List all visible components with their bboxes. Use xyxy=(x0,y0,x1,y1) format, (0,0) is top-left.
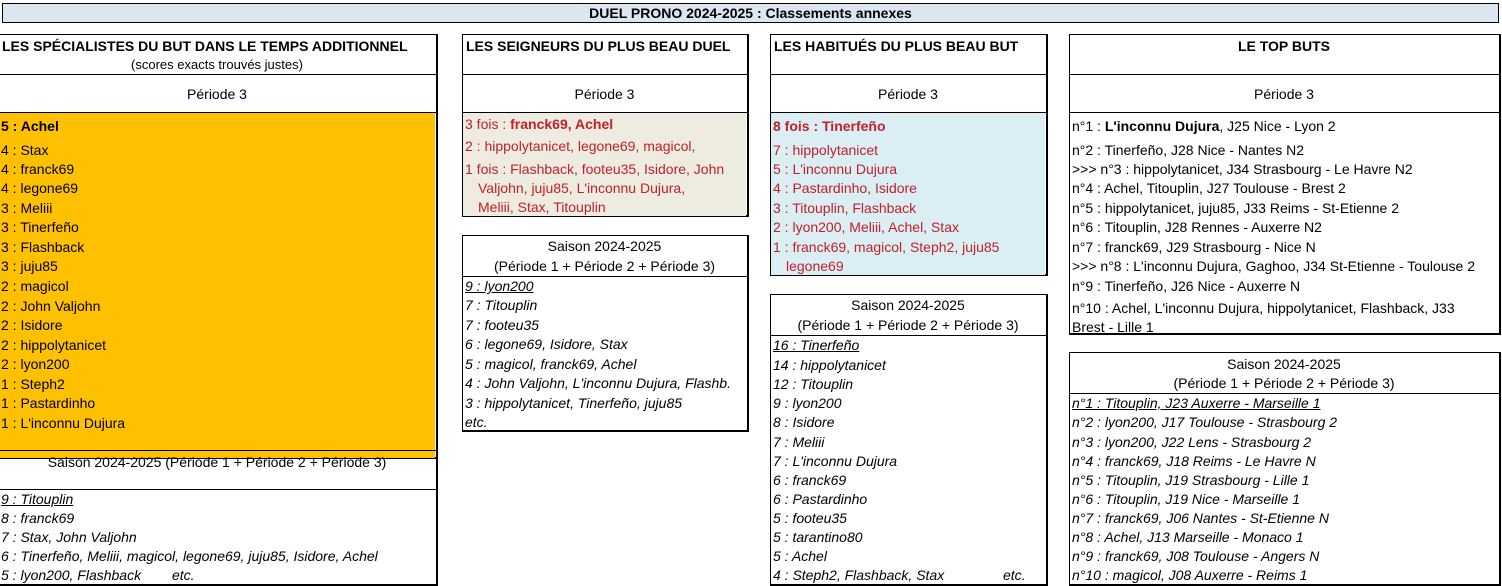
ranking-line: n°2 : Tinerfeño, J28 Nice - Nantes N2 xyxy=(1072,142,1305,158)
ranking-line: 2 : hippolytanicet xyxy=(1,337,107,353)
season-line: n°7 : franck69, J06 Nantes - St-Etienne N xyxy=(1072,510,1329,526)
top-goals-header: LE TOP BUTS xyxy=(1237,38,1331,54)
best-goal-regulars-ranking xyxy=(771,113,1045,275)
ranking-line: 1 : franck69, magicol, Steph2, juju85 xyxy=(773,239,1000,255)
ranking-line: n°9 : Tinerfeño, J26 Nice - Auxerre N xyxy=(1072,278,1301,294)
season-line: n°8 : Achel, J13 Marseille - Monaco 1 xyxy=(1072,529,1304,545)
season-line: n°5 : Titouplin, J19 Strasbourg - Lille 1 xyxy=(1072,472,1310,488)
season-line: n°1 : Titouplin, J23 Auxerre - Marseille 1 xyxy=(1072,395,1321,411)
period-label: Période 3 xyxy=(878,86,938,102)
specialists-ranking xyxy=(0,113,435,458)
season-line: n°4 : franck69, J18 Reims - Le Havre N xyxy=(1072,453,1316,469)
ranking-line: Brest - Lille 1 xyxy=(1072,319,1154,335)
divider xyxy=(771,74,1046,75)
season-title: Saison 2024-2025 xyxy=(547,238,662,254)
ranking-line: 5 : Achel xyxy=(1,118,59,134)
ranking-line: 4 : Stax xyxy=(1,142,49,158)
specialists-subheader: (scores exacts trouvés justes) xyxy=(131,57,303,72)
season-line: 3 : hippolytanicet, Tinerfeño, juju85 xyxy=(465,395,683,411)
season-line: 4 : John Valjohn, L'inconnu Dujura, Flashb. xyxy=(465,375,731,391)
season-line: 6 : franck69 xyxy=(773,472,847,488)
ranking-line: >>> n°3 : hippolytanicet, J34 Strasbourg - Le Havre N2 xyxy=(1072,161,1413,177)
season-line: n°9 : franck69, J08 Toulouse - Angers N xyxy=(1072,548,1320,564)
best-duel-table xyxy=(462,34,749,217)
ranking-line: 1 : Pastardinho xyxy=(1,395,96,411)
ranking-line: 3 : Meliii xyxy=(1,200,53,216)
season-line: 5 : footeu35 xyxy=(773,510,847,526)
page-title: DUEL PRONO 2024-2025 : Classements annexes xyxy=(2,3,1499,23)
best-duel-ranking xyxy=(463,113,746,216)
season-line: n°3 : lyon200, J22 Lens - Strasbourg 2 xyxy=(1072,434,1312,450)
ranking-line: n°10 : Achel, L'inconnu Dujura, hippolytanicet, Flashback, J33 xyxy=(1072,300,1455,316)
season-header: Saison 2024-2025 (Période 1 + Période 2 + Période 3) xyxy=(47,454,387,470)
best-goal-regulars-table xyxy=(770,34,1048,276)
ranking-line: 1 : Steph2 xyxy=(1,376,65,392)
season-line: 7 : L'inconnu Dujura xyxy=(773,453,898,469)
ranking-line: 2 : lyon200, Meliii, Achel, Stax xyxy=(773,219,959,235)
divider xyxy=(463,74,747,75)
season-sub: (Période 1 + Période 2 + Période 3) xyxy=(797,317,1019,333)
season-line: n°6 : Titouplin, J19 Nice - Marseille 1 xyxy=(1072,491,1301,507)
ranking-line: 2 : Isidore xyxy=(1,317,63,333)
season-line: 6 : Tinerfeño, Meliii, magicol, legone69, juju85, Isidore, Achel xyxy=(1,548,378,564)
ranking-line: n°5 : hippolytanicet, juju85, J33 Reims - St-Etienne 2 xyxy=(1072,200,1399,216)
best-duel-season-table xyxy=(462,235,749,432)
period-label: Période 3 xyxy=(1254,86,1314,102)
season-line: 12 : Titouplin xyxy=(773,376,854,392)
ranking-line: 4 : Pastardinho, Isidore xyxy=(773,180,917,196)
ranking-line: n°1 : L'inconnu Dujura, J25 Nice - Lyon 2 xyxy=(1072,118,1336,134)
season-line: 14 : hippolytanicet xyxy=(773,357,886,373)
ranking-line: 2 : magicol xyxy=(1,278,69,294)
season-sub: (Période 1 + Période 2 + Période 3) xyxy=(493,258,716,274)
season-line: 6 : Pastardinho xyxy=(773,491,868,507)
ranking-line: 7 : hippolytanicet xyxy=(773,142,879,158)
ranking-line: n°7 : franck69, J29 Strasbourg - Nice N xyxy=(1072,239,1316,255)
ranking-line: 2 : John Valjohn xyxy=(1,298,101,314)
season-line: 5 : Achel xyxy=(773,548,827,564)
ranking-line: 3 : Titouplin, Flashback xyxy=(773,200,917,216)
ranking-line: 4 : franck69 xyxy=(1,161,75,177)
season-line: 9 : lyon200 xyxy=(465,278,534,294)
season-line: 9 : Titouplin xyxy=(1,491,74,507)
season-line: 16 : Tinerfeño xyxy=(773,337,860,353)
season-title: Saison 2024-2025 xyxy=(851,297,965,313)
period-label: Période 3 xyxy=(574,86,635,102)
ranking-line: 3 : Tinerfeño xyxy=(1,219,79,235)
top-goals-table xyxy=(1069,34,1501,335)
best-duel-header: LES SEIGNEURS DU PLUS BEAU DUEL xyxy=(466,38,731,54)
divider xyxy=(1070,74,1499,75)
period-label: Période 3 xyxy=(187,86,247,102)
etc-label: etc. xyxy=(172,567,195,583)
ranking-line: >>> n°8 : L'inconnu Dujura, Gaghoo, J34 St-Etienne - Toulouse 2 xyxy=(1072,258,1476,274)
season-line: 7 : Meliii xyxy=(773,434,825,450)
etc-label: etc. xyxy=(465,414,488,430)
season-line: 5 : magicol, franck69, Achel xyxy=(465,356,637,372)
season-line: 7 : Stax, John Valjohn xyxy=(1,529,137,545)
etc-label: etc. xyxy=(1003,567,1026,583)
season-line: 7 : Titouplin xyxy=(465,297,538,313)
season-line: 7 : footeu35 xyxy=(465,317,539,333)
ranking-line: 1 fois : Flashback, footeu35, Isidore, John xyxy=(465,161,725,177)
ranking-line: n°6 : Titouplin, J28 Rennes - Auxerre N2 xyxy=(1072,219,1322,235)
ranking-line: 3 fois : franck69, Achel xyxy=(465,116,614,132)
best-goal-regulars-header: LES HABITUÉS DU PLUS BEAU BUT xyxy=(774,38,1019,54)
ranking-line: 2 : lyon200 xyxy=(1,356,70,372)
ranking-line: 3 : juju85 xyxy=(1,258,58,274)
ranking-line: 2 : hippolytanicet, legone69, magicol, xyxy=(465,138,696,154)
ranking-line: 4 : legone69 xyxy=(1,180,79,196)
season-title: Saison 2024-2025 xyxy=(1227,356,1341,372)
ranking-line: Meliii, Stax, Titouplin xyxy=(478,199,606,215)
season-line: 8 : Isidore xyxy=(773,414,835,430)
season-line: n°10 : magicol, J08 Auxerre - Reims 1 xyxy=(1072,567,1308,583)
season-line: n°2 : lyon200, J17 Toulouse - Strasbourg 2 xyxy=(1072,414,1338,430)
season-line: 5 : lyon200, Flashback xyxy=(1,567,142,583)
specialists-table xyxy=(0,34,438,459)
season-line: 8 : franck69 xyxy=(1,510,75,526)
ranking-line: 8 fois : Tinerfeño xyxy=(773,118,886,134)
ranking-line: legone69 xyxy=(786,258,844,274)
ranking-line: 5 : L'inconnu Dujura xyxy=(773,161,898,177)
season-line: 5 : tarantino80 xyxy=(773,529,863,545)
best-goal-season-table xyxy=(770,294,1048,586)
season-sub: (Période 1 + Période 2 + Période 3) xyxy=(1173,375,1395,391)
ranking-line: n°4 : Achel, Titouplin, J27 Toulouse - Brest 2 xyxy=(1072,180,1346,196)
ranking-line: Valjohn, juju85, L'inconnu Dujura, xyxy=(478,180,686,196)
specialists-season-table xyxy=(0,450,438,586)
specialists-header: LES SPÉCIALISTES DU BUT DANS LE TEMPS ADDITIONNEL xyxy=(2,38,408,54)
divider xyxy=(0,74,436,75)
season-line: 9 : lyon200 xyxy=(773,395,842,411)
divider xyxy=(1070,112,1499,113)
season-line: 6 : legone69, Isidore, Stax xyxy=(465,336,628,352)
season-line: 4 : Steph2, Flashback, Stax xyxy=(773,567,945,583)
ranking-line: 1 : L'inconnu Dujura xyxy=(1,415,126,431)
ranking-line: 3 : Flashback xyxy=(1,239,85,255)
top-goals-season-table xyxy=(1069,352,1501,586)
